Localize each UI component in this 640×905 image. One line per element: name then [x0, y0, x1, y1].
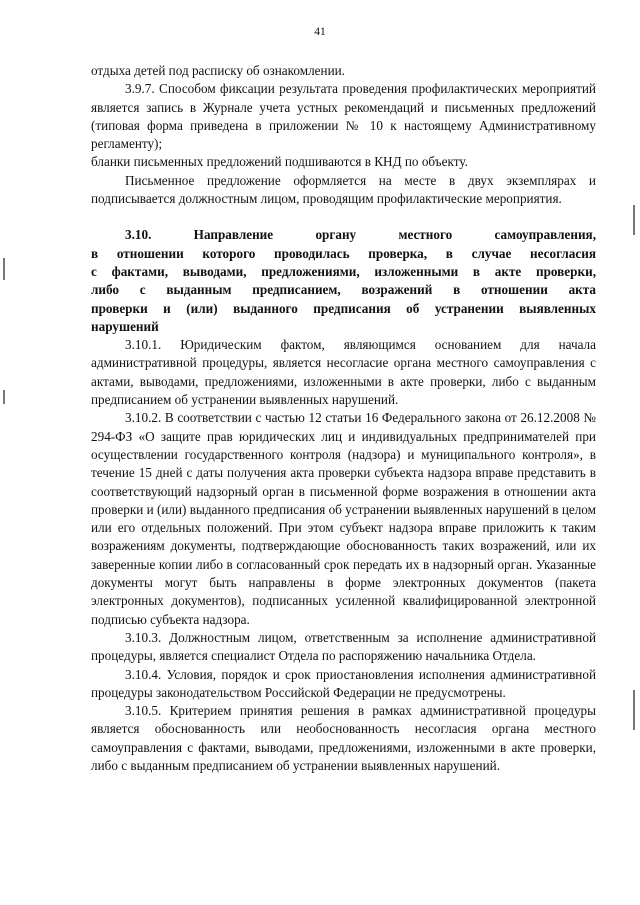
paragraph: бланки письменных предложений подшиваются в КНД по объекту.: [91, 154, 468, 170]
paragraph: 3.10.5. Критерием принятия решения в рамках административной процедуры является обоснованность или необоснованность несогласия органа местного самоуправления с фактами, выводами, предложениями, изложенными в акте проверки, либо с выданным предписанием об устранении выявленных нарушений.: [91, 703, 596, 773]
document-body: [91, 62, 596, 775]
paragraph: 3.10.4. Условия, порядок и срок приостановления исполнения административной процедуры законодательством Российской Федерации не предусмотрены.: [91, 666, 596, 700]
heading-line: 3.10. Направление органу местного самоуправления,: [125, 227, 596, 243]
heading-line: нарушений: [91, 318, 159, 334]
heading-line: в отношении которого проводилась проверка, в случае несогласия: [91, 245, 596, 261]
paragraph: 3.10.2. В соответствии с частью 12 статьи 16 Федерального закона от 26.12.2008 № 294-ФЗ «О защите прав юридических лиц и индивидуальных предпринимателей при осуществлении государственного контроля (надзора) и муниципального контроля», в течение 15 дней с даты получения акта проверки субъекта надзора вправе представить в соответствующий надзорный орган в письменной форме возражения в отношении акта проверки и (или) выданного предписания об устранении выявленных нарушений в целом или его отдельных положений. При этом субъект надзора вправе приложить к таким возражениям документы, подтверждающие обоснованность таких возражений, или их заверенные копии либо в согласованный срок передать их в надзорный орган. Указанные документы могут быть направлены в форме электронных документов (пакета электронных документов), подписанных усиленной квалифицированной электронной подписью субъекта надзора.: [91, 410, 596, 627]
scan-edge-mark: [3, 258, 5, 280]
page-number: 41: [314, 26, 326, 38]
heading-line: проверки и (или) выданного предписания об устранении выявленных: [91, 300, 596, 316]
scan-edge-mark: [633, 690, 635, 730]
heading-line: с фактами, выводами, предложениями, изложенными в акте проверки,: [91, 263, 596, 279]
scan-edge-mark: [3, 390, 5, 404]
paragraph: 3.9.7. Способом фиксации результата проведения профилактических мероприятий является запись в Журнале учета устных рекомендаций и письменных предложений (типовая форма приведена в приложении № 10 к настоящему Административному регламенту);: [91, 81, 596, 152]
section-heading: [91, 226, 596, 336]
paragraph: отдыха детей под расписку об ознакомлении.: [91, 63, 345, 78]
scan-edge-mark: [633, 205, 635, 235]
paragraph: 3.10.3. Должностным лицом, ответственным за исполнение административной процедуры, является специалист Отдела по распоряжению начальника Отдела.: [91, 629, 596, 664]
paragraph: 3.10.1. Юридическим фактом, являющимся основанием для начала административной процедуры, является несогласие органа местного самоуправления с актами, выводами, предложениями, изложенными в акте проверки, либо с выданным предписанием об устранении выявленных нарушений.: [91, 337, 596, 408]
heading-line: либо с выданным предписанием, возражений в отношении акта: [91, 282, 596, 298]
paragraph: Письменное предложение оформляется на месте в двух экземплярах и подписывается должностным лицом, проводящим профилактические мероприятия.: [91, 172, 596, 207]
